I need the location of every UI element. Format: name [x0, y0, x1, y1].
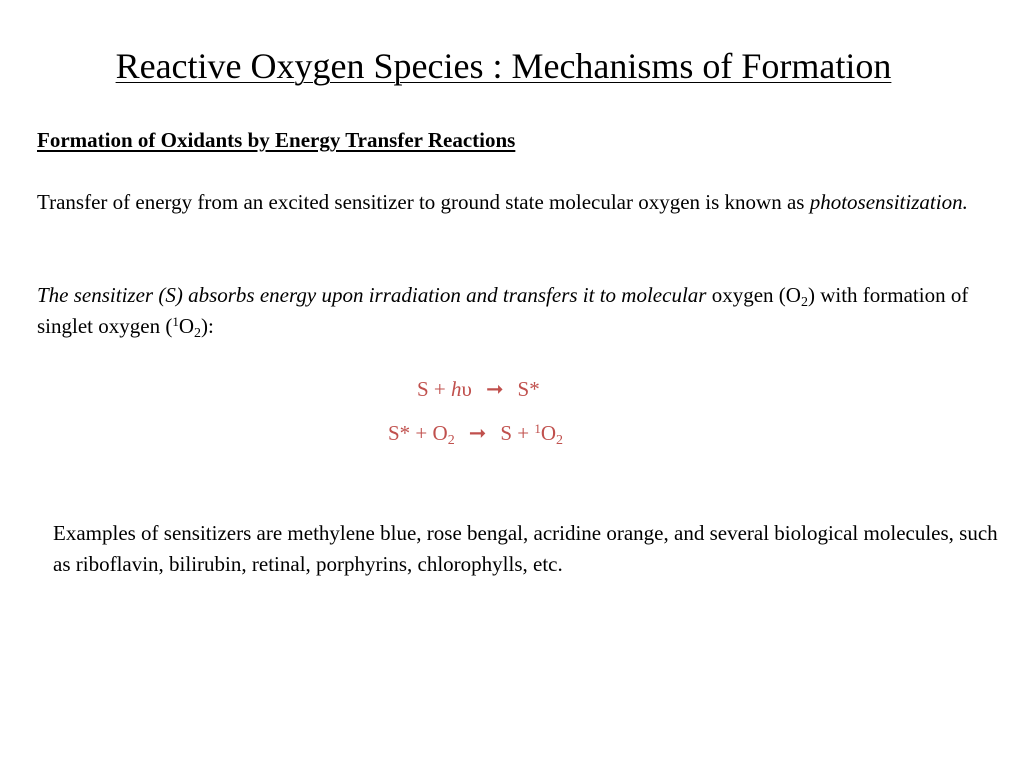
section-heading: Formation of Oxidants by Energy Transfer Reactions — [37, 128, 516, 152]
paragraph-sensitizer — [37, 280, 987, 342]
right-arrow-icon: ➞ — [468, 421, 487, 445]
subscript: 2 — [556, 433, 564, 448]
equation-lhs: S* + O — [388, 421, 448, 445]
right-arrow-icon: ➞ — [485, 377, 504, 401]
slide-title: Reactive Oxygen Species : Mechanisms of Formation — [115, 46, 892, 86]
equation-h: h — [451, 377, 462, 401]
subscript: 2 — [800, 295, 808, 310]
italic-term: photosensitization. — [809, 190, 968, 214]
equation-excitation — [417, 374, 540, 404]
equation-rhs: S* — [517, 377, 540, 401]
equation-lhs: S + — [417, 377, 452, 401]
superscript: 1 — [172, 314, 179, 329]
paragraph-text: O — [178, 314, 194, 338]
equation-rhs: S + — [500, 421, 535, 445]
italic-sentence: The sensitizer (S) absorbs energy upon irradiation and transfers it to molecular — [37, 283, 707, 307]
paragraph-examples: Examples of sensitizers are methylene blue, rose bengal, acridine orange, and several biological molecules, such as riboflavin, bilirubin, retinal, porphyrins, chlorophylls, etc. — [53, 521, 998, 576]
paragraph-photosensitization — [37, 187, 987, 218]
paragraph-text: ) with formation of singlet oxygen ( — [37, 283, 969, 338]
paragraph-text: Transfer of energy from an excited sensitizer to ground state molecular oxygen is known as — [37, 190, 810, 214]
subscript: 2 — [193, 326, 201, 341]
equation-rhs-oxygen: O — [540, 421, 557, 445]
paragraph-text: oxygen (O — [706, 283, 801, 307]
equation-energy-transfer — [388, 418, 563, 448]
subscript: 2 — [447, 433, 455, 448]
equation-nu: υ — [461, 377, 472, 401]
superscript: 1 — [534, 421, 541, 436]
paragraph-text: ): — [200, 314, 214, 338]
